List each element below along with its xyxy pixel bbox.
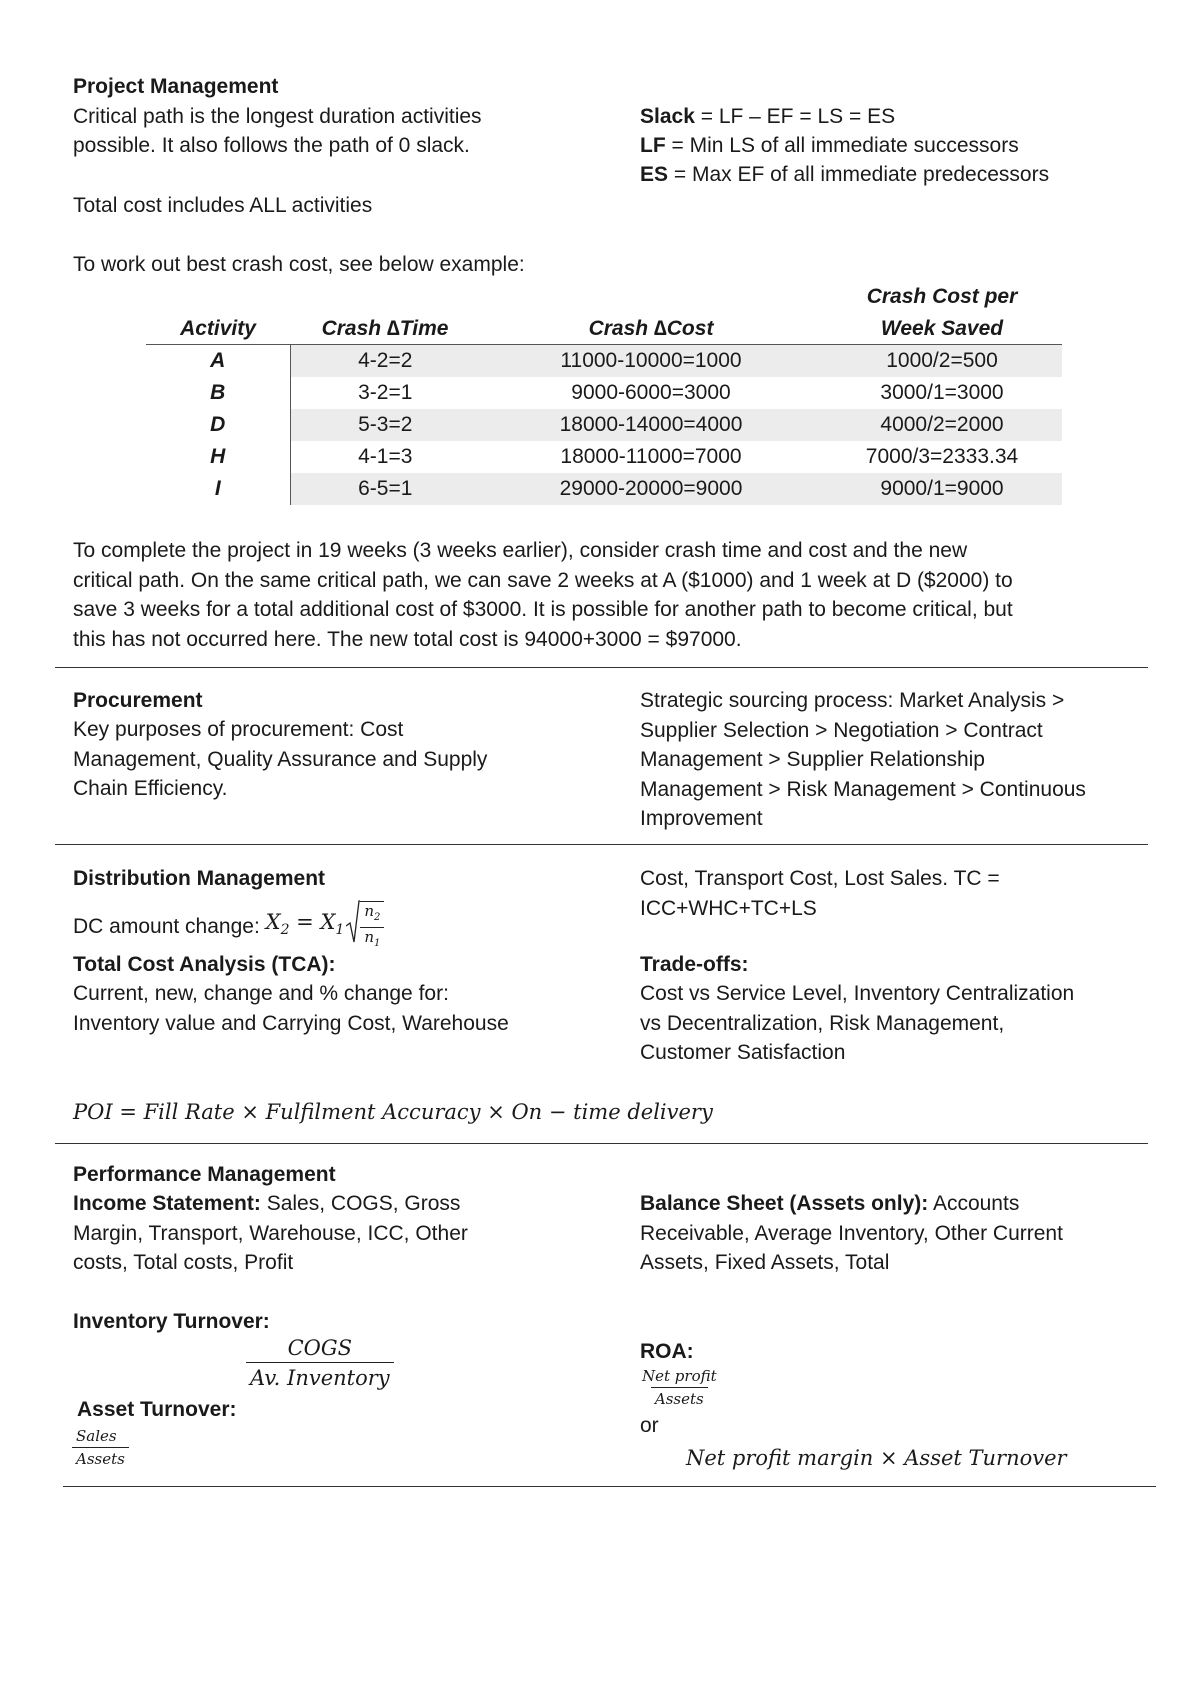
- tradeoffs-body: [640, 979, 1074, 1068]
- tca-continued: [640, 864, 1000, 923]
- tca-body: [73, 979, 509, 1038]
- conclusion-line-4: this has not occurred here. The new total cost is 94000+3000 = $97000.: [73, 627, 742, 651]
- es-formula: = Max EF of all immediate predecessors: [668, 163, 1050, 186]
- header-activity: Activity: [146, 312, 290, 345]
- tradeoffs-line-1: Cost vs Service Level, Inventory Centralization: [640, 982, 1075, 1005]
- es-label: ES: [640, 163, 669, 186]
- cell-cost-per-week: 1000/2=500: [822, 345, 1062, 378]
- cell-crash-cost: 18000-11000=7000: [560, 445, 742, 468]
- header-crash-cost-per: Crash Cost per: [866, 285, 1018, 308]
- table-row: [146, 473, 1062, 505]
- asset-turnover-num: Sales: [76, 1427, 117, 1445]
- poi-formula: POI = Fill Rate × Fulfilment Accuracy × On − time delivery: [73, 1100, 713, 1124]
- income-line-1: Sales, COGS, Gross: [260, 1192, 461, 1215]
- balance-line-2: Receivable, Average Inventory, Other Current: [640, 1221, 1063, 1245]
- conclusion-line-2: critical path. On the same critical path, we can save 2 weeks at A ($1000) and 1 week at D ($2000) to: [73, 568, 1013, 592]
- cell-crash-cost: 29000-20000=9000: [480, 473, 822, 505]
- procurement-line-3: Chain Efficiency.: [73, 777, 228, 800]
- sourcing-line-3: Management > Supplier Relationship: [640, 748, 985, 771]
- table-row: [146, 409, 1062, 441]
- asset-turnover-fraction: [72, 1425, 129, 1470]
- section-title-distribution: Distribution Management: [73, 867, 326, 890]
- cell-activity: H: [146, 441, 290, 473]
- table-row: [146, 441, 1062, 473]
- sqrt-fraction: [360, 901, 384, 953]
- sourcing-process: [640, 686, 1086, 834]
- tca-continued-line-1: Cost, Transport Cost, Lost Sales. TC =: [640, 867, 1000, 890]
- es-definition: [640, 160, 1049, 190]
- tca-continued-line-2: ICC+WHC+TC+LS: [640, 896, 817, 920]
- section-divider: [55, 1143, 1148, 1144]
- sqrt-symbol: [346, 900, 384, 953]
- critical-path-line-2: possible. It also follows the path of 0 slack.: [73, 134, 470, 157]
- header-crash-time: Crash ∆Time: [290, 312, 480, 345]
- dc-rhs-sub: 1: [335, 921, 345, 938]
- inventory-turnover-num: COGS: [287, 1336, 353, 1360]
- total-cost-note: Total cost includes ALL activities: [73, 194, 373, 217]
- section-title-project-management: Project Management: [73, 75, 279, 98]
- cell-crash-time: 6-5=1: [290, 473, 480, 505]
- cell-crash-time: 5-3=2: [290, 409, 480, 441]
- den-n: n: [364, 928, 374, 946]
- slack-definition: [640, 102, 895, 132]
- section-title-performance: Performance Management: [73, 1163, 336, 1186]
- asset-turnover-den: Assets: [72, 1447, 129, 1470]
- slack-formula: = LF – EF = LS = ES: [694, 105, 896, 128]
- roa-alternative-formula: Net profit margin × Asset Turnover: [686, 1446, 1067, 1470]
- header-crash-cost: Crash ∆Cost: [480, 312, 822, 345]
- roa-fraction: [638, 1365, 721, 1410]
- cell-crash-time: 4-2=2: [290, 345, 480, 378]
- dc-amount-change: [73, 900, 384, 953]
- dc-label: DC amount change:: [73, 914, 266, 938]
- cell-cost-per-week: 9000/1=9000: [822, 473, 1062, 505]
- tradeoffs-line-3: Customer Satisfaction: [640, 1041, 846, 1064]
- dc-eq: =: [289, 909, 321, 934]
- den-sub: 1: [373, 938, 381, 949]
- balance-line-1: Accounts: [928, 1192, 1020, 1215]
- conclusion-line-1: To complete the project in 19 weeks (3 weeks earlier), consider crash time and cost and the new: [73, 539, 968, 562]
- procurement-line-2: Management, Quality Assurance and Supply: [73, 747, 488, 771]
- crash-cost-table: [146, 280, 1062, 505]
- section-divider: [63, 1486, 1156, 1487]
- cell-crash-cost: 9000-6000=3000: [571, 381, 731, 404]
- balance-label: Balance Sheet (Assets only):: [640, 1192, 929, 1215]
- sourcing-line-5: Improvement: [640, 807, 763, 830]
- asset-turnover-title: Asset Turnover:: [77, 1398, 237, 1421]
- lf-label: LF: [640, 134, 666, 157]
- income-line-3: costs, Total costs, Profit: [73, 1251, 294, 1274]
- cell-activity: A: [146, 345, 290, 378]
- dc-lhs: X: [265, 909, 281, 934]
- conclusion-line-3: save 3 weeks for a total additional cost of $3000. It is possible for another path to become critical, but: [73, 598, 1013, 621]
- roa-or: or: [640, 1414, 659, 1437]
- cell-crash-time: 4-1=3: [358, 445, 413, 468]
- cell-activity: B: [146, 377, 290, 409]
- tca-title: Total Cost Analysis (TCA):: [73, 953, 336, 976]
- inventory-turnover-fraction: [246, 1334, 394, 1393]
- dc-lhs-sub: 2: [280, 921, 290, 938]
- cell-cost-per-week: 4000/2=2000: [822, 409, 1062, 441]
- sqrt-num: [360, 902, 384, 927]
- tca-line-1: Current, new, change and % change for:: [73, 982, 449, 1005]
- balance-line-3: Assets, Fixed Assets, Total: [640, 1251, 890, 1274]
- header-week-saved: Week Saved: [822, 312, 1062, 345]
- cell-activity: I: [146, 473, 290, 505]
- balance-sheet: [640, 1189, 1063, 1278]
- roa-title: ROA:: [640, 1340, 694, 1363]
- sourcing-line-4: Management > Risk Management > Continuous: [640, 777, 1086, 801]
- num-n: n: [364, 902, 374, 920]
- inventory-turnover-den: Av. Inventory: [246, 1362, 394, 1393]
- sourcing-line-2: Supplier Selection > Negotiation > Contract: [640, 718, 1043, 742]
- procurement-line-1: Key purposes of procurement: Cost: [73, 718, 404, 741]
- cell-crash-cost: 18000-14000=4000: [480, 409, 822, 441]
- roa-den: Assets: [651, 1387, 708, 1410]
- tca-line-2: Inventory value and Carrying Cost, Warehouse: [73, 1011, 509, 1035]
- cell-cost-per-week: 3000/1=3000: [880, 381, 1004, 404]
- slack-label: Slack: [640, 105, 695, 128]
- lf-formula: = Min LS of all immediate successors: [665, 134, 1019, 157]
- lf-definition: [640, 131, 1019, 161]
- tradeoffs-title: Trade-offs:: [640, 953, 749, 976]
- tradeoffs-line-2: vs Decentralization, Risk Management,: [640, 1011, 1005, 1035]
- section-title-procurement: Procurement: [73, 689, 203, 712]
- sqrt-den: [360, 927, 384, 953]
- cell-cost-per-week: 7000/3=2333.34: [865, 445, 1019, 468]
- procurement-purposes: [73, 715, 487, 804]
- table-row: [146, 345, 1062, 378]
- section-divider: [55, 844, 1148, 845]
- cell-crash-cost: 11000-10000=1000: [480, 345, 822, 378]
- section-divider: [55, 667, 1148, 668]
- income-label: Income Statement:: [73, 1192, 261, 1215]
- income-statement: [73, 1189, 468, 1278]
- income-line-2: Margin, Transport, Warehouse, ICC, Other: [73, 1221, 468, 1245]
- roa-num: Net profit: [642, 1367, 717, 1385]
- crash-intro: To work out best crash cost, see below example:: [73, 253, 525, 276]
- inventory-turnover-title: Inventory Turnover:: [73, 1310, 270, 1333]
- radical-icon: [346, 900, 360, 944]
- dc-rhs: X: [320, 909, 336, 934]
- cell-crash-time: 3-2=1: [358, 381, 413, 404]
- crash-conclusion: [73, 536, 1133, 654]
- critical-path-line-1: Critical path is the longest duration activities: [73, 105, 482, 128]
- cell-activity: D: [146, 409, 290, 441]
- dc-formula: [266, 908, 345, 946]
- sourcing-line-1: Strategic sourcing process: Market Analysis >: [640, 689, 1065, 712]
- num-sub: 2: [373, 912, 381, 923]
- table-row: [146, 377, 1062, 409]
